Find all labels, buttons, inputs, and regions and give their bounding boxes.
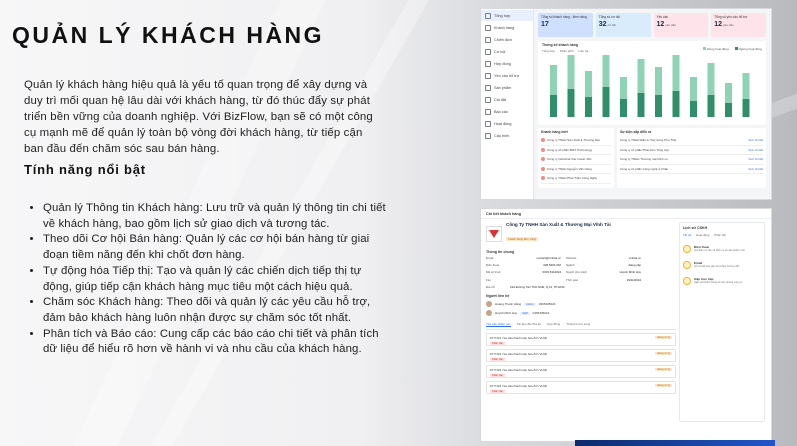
avatar <box>541 148 545 152</box>
panel-title: Lịch sử CSKH <box>683 226 708 230</box>
bar-chart <box>542 55 762 121</box>
ticket-title: Yêu cầu thanh toán hóa đơn VLSD <box>502 335 547 340</box>
detail-tab[interactable]: Thông tin bổ sung <box>566 321 591 326</box>
stat-card <box>654 13 709 37</box>
sidebar-item-label: Sản phẩm <box>494 85 512 90</box>
list-item[interactable] <box>541 136 611 146</box>
priority-badge: Khẩn cấp <box>492 389 503 393</box>
megaphone-icon <box>485 37 491 43</box>
dashboard-screenshot <box>480 8 772 200</box>
list-item[interactable] <box>620 146 763 156</box>
chart-tab[interactable]: Phân phối <box>559 49 574 53</box>
ticket-line <box>490 368 672 372</box>
history-event[interactable] <box>683 261 761 269</box>
grid-icon <box>485 13 491 19</box>
bar-top <box>690 77 697 101</box>
status-badge: Đang xử lý <box>657 335 670 339</box>
contact-phone: 0365405024 <box>538 302 556 307</box>
list-item[interactable] <box>541 146 611 156</box>
list-item[interactable] <box>620 165 763 175</box>
contact-phone: 0365405024 <box>532 311 550 316</box>
status-badge: Đang xử lý <box>657 367 670 371</box>
users-icon <box>485 25 491 31</box>
event-title: Email <box>694 261 703 265</box>
stat-value <box>599 21 648 28</box>
stat-label: Yêu cầu <box>656 15 669 19</box>
sidebar-item[interactable] <box>481 58 533 69</box>
ticket-id: #777122 <box>490 351 502 356</box>
ticket-card[interactable] <box>486 381 676 394</box>
box-icon <box>485 85 491 91</box>
panel-title: Khách hàng mới <box>541 130 568 134</box>
list-item-label: Công ty Industrial Viet Invest JSC <box>547 157 592 162</box>
stat-label: Tổng số cơ hội <box>598 15 620 19</box>
list-item-label: Công ty TNHH Nguyễn Văn Hùng <box>547 166 592 171</box>
list-item-label: Công ty cổ phần Phát triển Tổng hợp <box>620 147 670 152</box>
priority-badge: Khẩn cấp <box>492 373 503 377</box>
ticket-line <box>490 352 672 356</box>
status-badge: Đang xử lý <box>657 351 670 355</box>
document-icon <box>485 61 491 67</box>
new-customers-panel <box>538 128 614 188</box>
stat-number: 32 <box>598 21 607 28</box>
stat-value <box>657 21 706 28</box>
event-icon <box>683 261 691 269</box>
view-link[interactable]: Xem chi tiết <box>748 157 763 162</box>
history-tab[interactable]: Tất cả <box>683 233 692 237</box>
sidebar <box>481 9 534 199</box>
bar-bottom <box>638 93 645 117</box>
sidebar-item-label: Cấu hình <box>494 133 510 138</box>
sidebar-item-label: Hợp đồng <box>494 61 511 66</box>
ticket-id: #777121 <box>490 335 502 340</box>
ticket-card[interactable] <box>486 365 676 378</box>
event-title: Gặp trực tiếp <box>694 277 714 281</box>
ticket-title: Yêu cầu thanh toán hóa đơn VLSD <box>502 367 547 372</box>
field-value <box>510 278 566 282</box>
priority-badge: Khẩn cấp <box>492 357 503 361</box>
chart-title: Thống kê khách hàng <box>542 43 578 47</box>
sidebar-item[interactable] <box>481 106 533 117</box>
target-icon <box>485 49 491 55</box>
field-value: 29/11/2024 <box>626 277 641 282</box>
priority-badge: Khẩn cấp <box>492 341 503 345</box>
detail-tabs <box>486 322 676 330</box>
sidebar-item[interactable] <box>481 94 533 105</box>
history-tab[interactable]: Hoạt động <box>696 233 710 237</box>
feature-item: • Theo dõi Cơ hội Bán hàng: Quản lý các cơ hội bán hàng từ giai đoạn tiềm năng đến khi chốt đơn hàng. <box>43 232 388 263</box>
panel-title: Sự kiện sắp diễn ra <box>620 130 652 134</box>
bar-top <box>550 65 557 95</box>
sidebar-item[interactable] <box>481 70 533 81</box>
stat-label: Tổng số khách hàng - tiềm năng <box>541 15 587 19</box>
sidebar-item-label: Hoạt động <box>494 121 512 126</box>
contact-role: Staff <box>522 311 528 315</box>
chart-tab[interactable]: Tổng hợp <box>542 49 555 53</box>
address-label: Địa chỉ <box>486 284 495 289</box>
field-label: Mã số thuế <box>486 270 501 275</box>
sidebar-item-label: Báo cáo <box>494 109 508 114</box>
sidebar-item-label: Chiến dịch <box>494 37 512 42</box>
status-badge: Đang xử lý <box>657 383 670 387</box>
stat-card <box>538 13 593 37</box>
status-badge: Khách hàng tiềm năng <box>508 237 536 241</box>
legend-inactive: Ngừng hoạt động <box>735 47 762 51</box>
sidebar-item-label: Yêu cầu hỗ trợ <box>494 73 520 78</box>
avatar <box>486 301 492 307</box>
event-title: Điện thoại <box>694 245 709 249</box>
ticket-title: Yêu cầu thanh toán hóa đơn VLSD <box>502 383 547 388</box>
list-item[interactable] <box>541 174 611 184</box>
bar-top <box>585 71 592 97</box>
contacts-title: Người liên hệ <box>486 293 510 298</box>
list-item[interactable] <box>620 155 763 165</box>
detail-tab[interactable]: Yêu cầu chăm sóc <box>486 321 511 326</box>
chart-tab[interactable]: Liên hệ <box>578 49 589 53</box>
ticket-line <box>490 384 672 388</box>
sidebar-item[interactable] <box>481 82 533 93</box>
sidebar-item[interactable] <box>481 118 533 129</box>
field-label: Thời gian <box>566 277 579 282</box>
company-name: Công Ty TNHH Sản Xuất & Thương Mại Vĩnh Tài <box>506 222 611 227</box>
history-event[interactable] <box>683 277 761 285</box>
list-item-label: Công ty cổ phần BIZT Technology <box>547 147 593 152</box>
field-label: Ngành <box>566 263 575 268</box>
field-value: vinhtai.vn <box>628 256 641 260</box>
sidebar-item-label: Cài đặt <box>494 97 507 102</box>
ticket-id: #777123 <box>490 367 502 372</box>
avatar <box>486 310 492 316</box>
sidebar-item-label: Tổng hợp <box>494 13 511 18</box>
feature-item: • Tự động hóa Tiếp thị: Tạo và quản lý các chiến dịch tiếp thị tự động, giúp tiếp cận khách hàng mục tiêu một cách hiệu quả. <box>43 264 388 295</box>
page-title: QUẢN LÝ KHÁCH HÀNG <box>12 22 325 48</box>
avatar <box>541 167 545 171</box>
feature-item: • Quản lý Thông tin Khách hàng: Lưu trữ và quản lý thông tin chi tiết về khách hàng, bao gồm lịch sử giao dịch và tương tác. <box>43 201 388 232</box>
bar-top <box>708 63 715 95</box>
ticket-id: #777124 <box>490 383 502 388</box>
support-icon <box>485 73 491 79</box>
bar-bottom <box>603 87 610 117</box>
contact-role: Admin <box>526 302 534 306</box>
feature-item: • Chăm sóc Khách hàng: Theo dõi và quản lý các yêu cầu hỗ trợ, đảm bảo khách hàng luôn nhận được sự chăm sóc tốt nhất. <box>43 295 388 326</box>
history-tab[interactable]: Phản hồi <box>714 233 726 237</box>
sidebar-item[interactable] <box>481 22 533 33</box>
upcoming-events-panel <box>617 128 766 188</box>
contact-name: Hoàng Thanh Hằng <box>495 302 522 307</box>
customer-detail-screenshot <box>480 208 772 442</box>
stat-card <box>711 13 766 37</box>
event-desc: Gọi điện tư vấn về dịch vụ và sản phẩm mới <box>694 249 745 252</box>
event-desc: Gặp gỡ khách hàng tại văn phòng công ty <box>694 281 743 284</box>
detail-tab[interactable]: Tài liệu đã chia sẻ <box>516 321 541 326</box>
stat-unit: cơ hội <box>607 23 616 27</box>
bar-bottom <box>550 95 557 117</box>
list-item-label: Công ty TNHH Phát Triển Công Nghệ <box>547 176 597 181</box>
bar-top <box>673 55 680 91</box>
field-label: Email <box>486 256 494 260</box>
stat-unit: yêu cầu <box>665 23 676 27</box>
stat-card <box>596 13 651 37</box>
stat-label: Tổng số yêu cầu hỗ trợ <box>714 15 748 19</box>
event-desc: Gửi email báo giá và tài liệu hướng dẫn <box>694 265 740 268</box>
ticket-title: Yêu cầu thanh toán hóa đơn VLSD <box>502 351 547 356</box>
sidebar-item-label: Cơ hội <box>494 49 506 54</box>
contact-name: Huỳnh Minh Huy <box>495 311 518 316</box>
list-item-label: Công ty TNHH Đầu tư Xây dựng Phú Thái <box>620 138 677 143</box>
bar-bottom <box>725 103 732 117</box>
bar-bottom <box>690 101 697 117</box>
stat-number: 12 <box>714 21 723 28</box>
bar-top <box>638 59 645 93</box>
bar-top <box>568 55 575 89</box>
field-label: Website <box>566 256 577 260</box>
bar-top <box>725 83 732 103</box>
stat-value <box>541 21 590 28</box>
list-item-label: Công ty TNHH Sản Xuất & Thương Mại <box>547 138 600 143</box>
bar-bottom <box>568 89 575 117</box>
contact-row[interactable] <box>486 300 676 309</box>
sidebar-item[interactable] <box>481 130 533 141</box>
ticket-card[interactable] <box>486 333 676 346</box>
address-value: 22A Đường Tân Thới Nhất, Q.12, TP.HCM <box>510 284 565 289</box>
sidebar-item[interactable] <box>481 10 533 21</box>
feature-item: • Phân tích và Báo cáo: Cung cấp các báo cáo chi tiết và phân tích dữ liệu để hiểu rõ hơn về hành vi và nhu cầu của khách hàng. <box>43 327 388 358</box>
view-link[interactable]: Xem chi tiết <box>748 166 763 171</box>
info-grid <box>486 256 676 282</box>
field-value: contact@vinhtai.vn <box>536 256 561 260</box>
decorative-bar <box>575 440 775 446</box>
stat-number: 12 <box>656 21 665 28</box>
field-label: Người phụ trách <box>566 270 588 275</box>
field-value: 0303 5412024 <box>542 270 561 275</box>
activity-icon <box>485 121 491 127</box>
avatar <box>541 176 545 180</box>
info-title: Thông tin chung <box>486 250 515 254</box>
event-icon <box>683 277 691 285</box>
company-logo <box>486 226 502 242</box>
event-icon <box>683 245 691 253</box>
bar-bottom <box>620 99 627 117</box>
stat-number: 17 <box>541 21 549 28</box>
ticket-line <box>490 336 672 340</box>
intro-paragraph: Quản lý khách hàng hiệu quả là yếu tố quan trọng để xây dựng và duy trì mối quan hệ lâu dài với khách hàng, từ đó thúc đẩy sự phát triển bền vững của doanh nghiệp. Với BizFlow, bạn sẽ có một công cụ mạnh mẽ để quản lý toàn bộ vòng đời khách hàng, từ tiếp cận ban đầu đến chăm sóc sau bán hàng. <box>24 79 373 155</box>
avatar <box>541 138 545 142</box>
list-item-label: Công ty TNHH Thương mại Dịch vụ <box>620 157 668 162</box>
list-item[interactable] <box>620 136 763 146</box>
bar-top <box>603 55 610 87</box>
contact-row[interactable] <box>486 309 676 318</box>
features-list <box>24 201 388 358</box>
bar-top <box>620 77 627 99</box>
ticket-card[interactable] <box>486 349 676 362</box>
sliders-icon <box>485 133 491 139</box>
field-label: Điện thoại <box>486 263 500 268</box>
sidebar-item-label: Khách hàng <box>494 25 515 30</box>
view-link[interactable]: Xem chi tiết <box>748 138 763 143</box>
bar-bottom <box>708 95 715 117</box>
bar-bottom <box>743 99 750 117</box>
list-item[interactable] <box>541 155 611 165</box>
stat-value <box>714 21 763 28</box>
bar-bottom <box>585 97 592 117</box>
customer-chart <box>538 41 766 125</box>
sidebar-item[interactable] <box>481 46 533 57</box>
gear-icon <box>485 97 491 103</box>
view-link[interactable]: Xem chi tiết <box>748 147 763 152</box>
field-value: Đang cập <box>628 263 641 268</box>
field-value: Huỳnh Minh Huy <box>619 270 641 275</box>
stat-cards <box>538 13 766 37</box>
stat-unit: yêu cầu <box>723 23 734 27</box>
bar-bottom <box>673 91 680 117</box>
list-item[interactable] <box>541 165 611 175</box>
legend-active: Đang hoạt động <box>703 47 728 51</box>
bar-top <box>743 73 750 99</box>
sidebar-item[interactable] <box>481 34 533 45</box>
bar-bottom <box>655 95 662 117</box>
field-value: 028 5403 332 <box>543 263 561 268</box>
list-item-label: Công ty cổ phần Công nghệ Á Châu <box>620 166 669 171</box>
history-event[interactable] <box>683 245 761 253</box>
care-history-panel <box>679 222 765 422</box>
chart-icon <box>485 109 491 115</box>
detail-tab[interactable]: Hợp đồng <box>546 321 561 326</box>
detail-header: Chi tiết khách hàng <box>481 209 771 219</box>
bar-top <box>655 67 662 95</box>
avatar <box>541 157 545 161</box>
field-label: Fax <box>486 277 491 282</box>
features-heading: Tính năng nổi bật <box>24 162 146 177</box>
